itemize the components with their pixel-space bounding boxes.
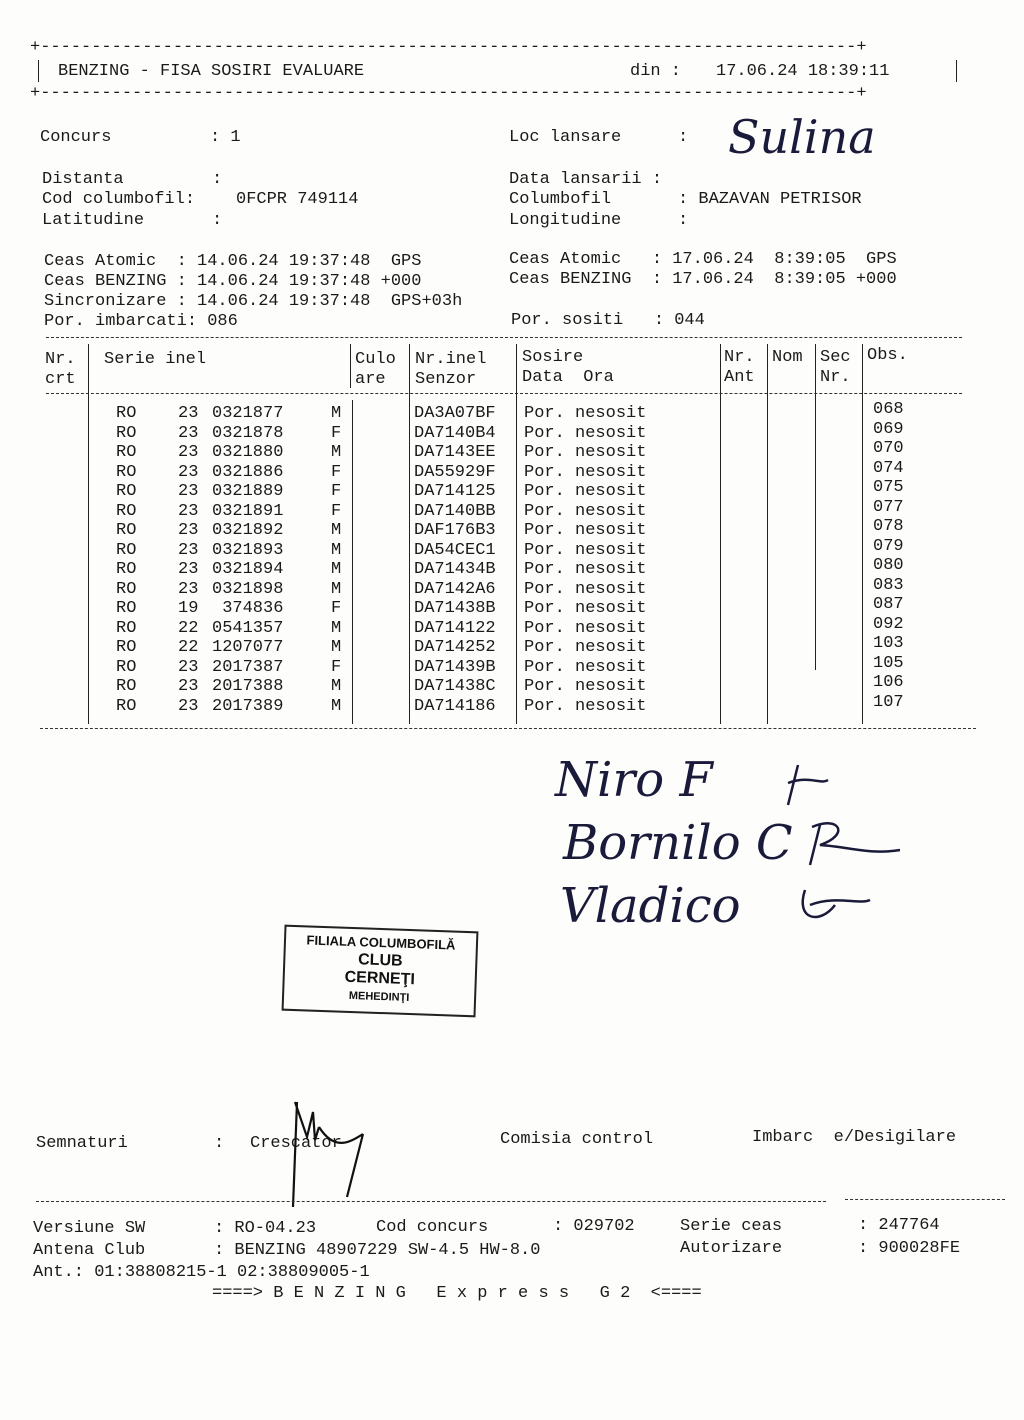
stamp-line-2: CLUB [357,951,403,970]
cell-tara: RO [116,638,137,657]
cell-tara: RO [116,443,137,462]
th-culo-2: are [355,370,386,389]
table-row [0,556,1024,580]
antena-club-value: : BENZING 48907229 SW-4.5 HW-8.0 [214,1241,541,1260]
cell-obs: 087 [873,595,904,614]
cell-an: 23 [178,404,199,423]
antena-club-label: Antena Club [33,1241,146,1260]
header-title: BENZING - FISA SOSIRI EVALUARE [58,62,365,81]
cell-numar: 2017388 [212,677,284,696]
distanta-label: Distanta [42,170,124,189]
porumbei-imbarcati: Por. imbarcati: 086 [44,312,238,331]
th-sosire-2: Data Ora [522,368,614,387]
cell-numar: 0321891 [212,501,284,521]
stamp-line-3: CERNEŢI [344,968,416,989]
table-row [0,478,1024,502]
cell-numar: 0321889 [212,482,284,501]
cell-sex: F [331,482,342,501]
th-nrant-1: Nr. [724,348,755,367]
cell-an: 23 [178,423,199,443]
cell-senzor: DA71434B [414,560,496,579]
cell-obs: 083 [873,575,904,595]
table-row [0,575,1024,600]
cell-senzor: DA7142A6 [414,579,496,599]
th-sec-1: Sec [820,348,851,367]
table-row [0,614,1024,639]
cell-tara: RO [116,462,137,482]
cell-tara: RO [116,540,137,560]
cell-sex: M [331,560,342,579]
cell-sosire: Por. nesosit [524,657,647,677]
footer-rule-right [845,1199,1005,1200]
table-row [0,692,1024,717]
cell-obs: 068 [873,400,904,419]
cell-sex: M [331,521,342,540]
cell-senzor: DA3A07BF [414,404,496,423]
cell-numar: 0321894 [212,560,284,579]
table-row [0,673,1024,697]
th-sosire-1: Sosire [522,348,584,367]
cell-sosire: Por. nesosit [524,540,647,560]
cell-senzor: DA71438C [414,677,496,696]
cell-numar: 1207077 [212,638,284,657]
table-row [0,595,1024,619]
cell-sex: M [331,579,342,599]
cell-tara: RO [116,482,137,501]
cell-senzor: DA7140BB [414,501,496,521]
versiune-sw-value: : RO-04.23 [214,1219,317,1238]
antenna-ids: Ant.: 01:38808215-1 02:38809005-1 [33,1263,370,1282]
club-stamp [282,925,479,1018]
cell-senzor: DA714125 [414,482,496,501]
cell-tara: RO [116,618,137,638]
cell-obs: 103 [873,634,904,653]
concurs-label: Concurs [40,128,112,147]
cell-tara: RO [116,579,137,599]
table-header-rule [46,393,962,394]
latitudine-label: Latitudine [42,211,145,230]
cell-senzor: DA714252 [414,638,496,657]
cell-obs: 078 [873,517,904,536]
table-row [0,400,1024,424]
cell-sex: M [331,540,342,560]
table-top-rule [46,337,962,338]
table-row [0,439,1024,463]
columbofil-value: : BAZAVAN PETRISOR [678,190,862,209]
data-lansarii-label: Data lansarii : [509,170,663,189]
cell-an: 23 [178,696,199,716]
cell-obs: 070 [873,439,904,458]
th-sec-2: Nr. [820,368,851,387]
cell-senzor: DA54CEC1 [414,540,496,560]
longitudine-label: Longitudine [509,211,622,230]
cell-numar: 374836 [212,599,284,618]
cell-tara: RO [116,560,137,579]
cell-sosire: Por. nesosit [524,443,647,462]
table-bottom-rule [40,728,976,729]
cell-sex: F [331,423,342,443]
loc-lansare-label: Loc lansare [509,128,622,147]
cell-sex: F [331,501,342,521]
ceas-benzing-start: Ceas BENZING : 14.06.24 19:37:48 +000 [44,272,422,291]
cell-an: 23 [178,482,199,501]
serie-ceas-label: Serie ceas [680,1217,783,1236]
cell-sex: M [331,696,342,716]
cell-sosire: Por. nesosit [524,560,647,579]
ceas-benzing-end: Ceas BENZING : 17.06.24 8:39:05 +000 [509,270,897,289]
handwritten-initials [780,755,920,935]
cell-sosire: Por. nesosit [524,677,647,696]
cod-columbofil-label: Cod columbofil: [42,190,196,209]
cell-numar: 0541357 [212,618,284,638]
stamp-line-4: MEHEDINŢI [348,989,410,1005]
cell-obs: 069 [873,419,904,439]
col-sep-serie-head [350,344,351,388]
comisia-control-label: Comisia control [500,1130,654,1149]
header-border-left [38,60,39,82]
cell-obs: 079 [873,536,904,556]
cell-senzor: DA7140B4 [414,423,496,443]
sincronizare: Sincronizare : 14.06.24 19:37:48 GPS+03h [44,292,463,311]
table-row [0,497,1024,522]
cell-tara: RO [116,657,137,677]
serie-ceas-value: : 247764 [858,1216,940,1235]
concurs-value: : 1 [210,128,241,147]
cell-an: 22 [178,638,199,657]
cell-sosire: Por. nesosit [524,423,647,443]
cell-an: 23 [178,677,199,696]
th-nrinel-2: Senzor [415,370,477,389]
cell-an: 23 [178,521,199,540]
th-nrinel-1: Nr.inel [415,350,487,369]
cell-an: 23 [178,657,199,677]
cell-sex: M [331,677,342,696]
crescator-signature [285,1092,375,1212]
versiune-sw-label: Versiune SW [33,1219,146,1238]
cell-sosire: Por. nesosit [524,638,647,657]
th-culo-1: Culo [355,350,396,369]
cell-sosire: Por. nesosit [524,501,647,521]
cell-an: 23 [178,462,199,482]
cell-sosire: Por. nesosit [524,482,647,501]
cell-obs: 074 [873,458,904,478]
cell-sosire: Por. nesosit [524,618,647,638]
handwritten-note-3: Vladico [560,878,741,934]
cell-sex: M [331,404,342,423]
th-nr-1: Nr. [45,350,76,369]
cell-numar: 0321877 [212,404,284,423]
cell-an: 23 [178,540,199,560]
table-row [0,536,1024,561]
cell-obs: 080 [873,556,904,575]
imbarcare-label: Imbarc e/Desigilare [752,1128,957,1147]
ceas-atomic-end: Ceas Atomic : 17.06.24 8:39:05 GPS [509,250,897,269]
cell-sosire: Por. nesosit [524,404,647,423]
stamp-line-1: FILIALA COLUMBOFILĂ [306,932,456,953]
cell-an: 23 [178,443,199,462]
cell-numar: 0321892 [212,521,284,540]
header-border-top: +--------------------------------------------------------------------------------+ [30,38,867,57]
cell-sosire: Por. nesosit [524,521,647,540]
cell-sosire: Por. nesosit [524,696,647,716]
longitudine-colon: : [678,211,689,230]
cell-an: 23 [178,579,199,599]
cell-sex: M [331,443,342,462]
columbofil-label: Columbofil [509,190,612,209]
cell-sosire: Por. nesosit [524,579,647,599]
cell-an: 23 [178,560,199,579]
autorizare-label: Autorizare [680,1239,783,1258]
cell-an: 23 [178,501,199,521]
cell-senzor: DA714186 [414,696,496,716]
ceas-atomic-start: Ceas Atomic : 14.06.24 19:37:48 GPS [44,252,422,271]
th-nr-2: crt [45,370,76,389]
cell-an: 22 [178,618,199,638]
crescator-label: Crescator [250,1134,342,1153]
cell-obs: 106 [873,673,904,692]
loc-lansare-handwritten: Sulina [728,110,876,164]
table-row [0,653,1024,678]
cell-tara: RO [116,501,137,521]
cell-obs: 092 [873,614,904,634]
semnaturi-colon: : [214,1134,225,1153]
cell-tara: RO [116,404,137,423]
cell-tara: RO [116,521,137,540]
cell-tara: RO [116,677,137,696]
cell-sex: F [331,599,342,618]
th-obs: Obs. [867,346,908,365]
th-serie: Serie inel [104,350,207,369]
cell-obs: 105 [873,653,904,673]
brand-line: ====> B E N Z I N G E x p r e s s G 2 <==== [212,1284,702,1303]
cell-an: 19 [178,599,199,618]
cell-numar: 0321886 [212,462,284,482]
cell-tara: RO [116,696,137,716]
cell-senzor: DAF176B3 [414,521,496,540]
cell-sosire: Por. nesosit [524,599,647,618]
porumbei-sositi: Por. sositi : 044 [511,311,705,330]
cell-senzor: DA71439B [414,657,496,677]
cell-tara: RO [116,423,137,443]
cell-numar: 0321893 [212,540,284,560]
semnaturi-label: Semnaturi [36,1134,128,1153]
footer-rule-left [36,1201,826,1202]
header-border-bottom: +--------------------------------------------------------------------------------+ [30,84,867,103]
table-row [0,458,1024,483]
cell-numar: 2017387 [212,657,284,677]
latitudine-colon: : [212,211,223,230]
cell-numar: 0321898 [212,579,284,599]
cell-sex: F [331,657,342,677]
table-row [0,517,1024,541]
cell-sex: M [331,618,342,638]
cell-sosire: Por. nesosit [524,462,647,482]
header-date-label: din : [630,62,682,81]
header-date-value: 17.06.24 18:39:11 [716,62,890,81]
th-nom: Nom [772,348,803,367]
cell-numar: 0321880 [212,443,284,462]
loc-lansare-colon: : [678,128,689,147]
cell-senzor: DA714122 [414,618,496,638]
cell-tara: RO [116,599,137,618]
cell-numar: 0321878 [212,423,284,443]
handwritten-note-1: Niro F [555,752,713,808]
cell-sex: F [331,462,342,482]
cell-obs: 075 [873,478,904,497]
cod-concurs-label: Cod concurs [376,1218,489,1237]
cell-numar: 2017389 [212,696,284,716]
cell-senzor: DA71438B [414,599,496,618]
header-border-right [956,60,957,82]
cod-columbofil-value: 0FCPR 749114 [236,190,359,209]
distanta-colon: : [212,170,223,189]
th-nrant-2: Ant [724,368,755,387]
cod-concurs-value: : 029702 [553,1217,635,1236]
handwritten-note-2: Bornilo C [563,815,793,871]
cell-sex: M [331,638,342,657]
cell-obs: 077 [873,497,904,517]
autorizare-value: : 900028FE [858,1239,961,1258]
table-row [0,419,1024,444]
cell-obs: 107 [873,692,904,712]
table-row [0,634,1024,658]
cell-senzor: DA7143EE [414,443,496,462]
cell-senzor: DA55929F [414,462,496,482]
